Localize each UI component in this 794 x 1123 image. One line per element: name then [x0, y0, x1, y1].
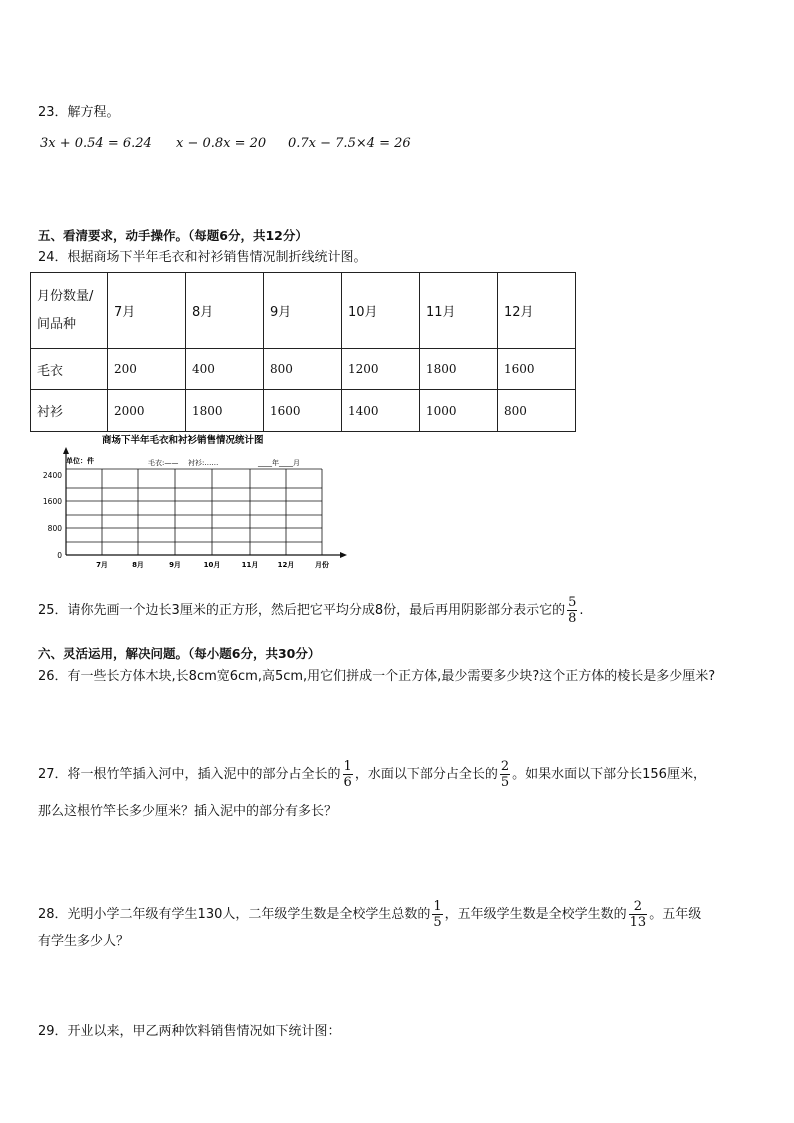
q27-text-part-1: 27．将一根竹竿插入河中，插入泥中的部分占全长的	[38, 767, 341, 782]
chart-grid	[66, 469, 322, 555]
q25-line	[38, 594, 584, 628]
equation-2: x − 0.8x = 20	[176, 136, 267, 151]
q27-text-part-2: ，水面以下部分占全长的	[354, 767, 498, 782]
q28-text-part-2: ，五年级学生数是全校学生数的	[444, 907, 627, 922]
table-row	[31, 349, 576, 390]
table-cell: 800	[498, 390, 576, 432]
chart-title: 商场下半年毛衣和衬衫销售情况统计图	[102, 435, 264, 446]
table-cell: 800	[264, 349, 342, 390]
q28-line-2: 有学生多少人？	[38, 934, 130, 949]
q28-text-part-1: 28．光明小学二年级有学生130人，二年级学生数是全校学生总数的	[38, 907, 431, 922]
blank-line-chart	[30, 432, 360, 572]
q29-text: 29．开业以来，甲乙两种饮料销售情况如下统计图：	[38, 1024, 341, 1039]
q26-text: 26．有一些长方体木块,长8cm宽6cm,高5cm,用它们拼成一个正方体,最少需要多少块?这个正方体的棱长是多少厘米?	[38, 669, 716, 684]
table-cell: 1600	[264, 390, 342, 432]
fraction-numerator: 5	[568, 595, 577, 610]
fraction-denominator: 6	[343, 775, 352, 790]
q28-text-part-3: 。五年级	[649, 907, 702, 922]
q25-text: 25．请你先画一个边长3厘米的正方形，然后把它平均分成8份，最后再用阴影部分表示它的	[38, 603, 566, 618]
q27-line-1	[38, 758, 706, 792]
x-tick-label: 10月	[203, 561, 221, 569]
month-header: 12月	[498, 273, 576, 349]
table-cell: 2000	[108, 390, 186, 432]
y-tick-label: 800	[47, 524, 62, 533]
table-cell: 1600	[498, 349, 576, 390]
table-cell: 1800	[186, 390, 264, 432]
table-cell: 1200	[342, 349, 420, 390]
header-corner-bottom: 间品种	[37, 316, 77, 332]
month-header: 10月	[342, 273, 420, 349]
fraction-numerator: 1	[433, 899, 442, 914]
x-tick-label: 11月	[241, 561, 259, 569]
q25-fraction	[567, 595, 577, 626]
month-header: 11月	[420, 273, 498, 349]
table-cell: 1000	[420, 390, 498, 432]
q28-fraction-1	[432, 899, 442, 930]
x-tick-label: 8月	[132, 561, 144, 569]
table-row	[31, 390, 576, 432]
month-header: 7月	[108, 273, 186, 349]
table-cell: 400	[186, 349, 264, 390]
q24-title: 24．根据商场下半年毛衣和衬衫销售情况制折线统计图。	[38, 250, 367, 265]
fraction-numerator: 2	[633, 899, 643, 914]
section-5-title: 五、看清要求，动手操作。（每题6分，共12分）	[38, 228, 308, 243]
equation-1: 3x + 0.54 = 6.24	[40, 136, 152, 151]
row-label-shirt: 衬衫	[31, 390, 108, 432]
q28-line-1	[38, 898, 701, 932]
fraction-denominator: 5	[500, 775, 510, 790]
month-header: 8月	[186, 273, 264, 349]
q23-title: 23．解方程。	[38, 105, 120, 120]
header-corner-top: 月份数量/	[37, 288, 94, 304]
q28-fraction-2	[629, 899, 648, 930]
y-tick-label: 1600	[42, 497, 62, 506]
chart-date-blank: ____年____月	[258, 459, 300, 467]
fraction-numerator: 1	[343, 759, 352, 774]
x-tick-label: 12月	[277, 561, 295, 569]
row-label-sweater: 毛衣	[31, 349, 108, 390]
table-cell: 1400	[342, 390, 420, 432]
fraction-numerator: 2	[500, 759, 510, 774]
month-header: 9月	[264, 273, 342, 349]
fraction-denominator: 8	[568, 611, 577, 626]
q27-line-2: 那么这根竹竿长多少厘米？插入泥中的部分有多长？	[38, 804, 338, 819]
fraction-denominator: 13	[629, 915, 647, 930]
fraction-denominator: 5	[433, 915, 442, 930]
q27-fraction-1	[343, 759, 353, 790]
q27-fraction-2	[500, 759, 510, 790]
x-tick-label: 7月	[96, 561, 108, 569]
table-cell: 1800	[420, 349, 498, 390]
y-tick-label: 0	[57, 551, 62, 560]
legend-shirt: 衬衫:……	[188, 459, 219, 467]
equation-3: 0.7x − 7.5×4 = 26	[288, 136, 411, 151]
x-tick-label: 9月	[169, 561, 181, 569]
header-corner-cell	[31, 273, 108, 349]
table-header-row	[31, 273, 576, 349]
q27-text-part-3: 。如果水面以下部分长156厘米，	[512, 767, 706, 782]
chart-unit: 单位：件	[66, 457, 94, 465]
legend-sweater: 毛衣:——	[148, 459, 179, 467]
section-6-title: 六、灵活运用，解决问题。（每小题6分，共30分）	[38, 646, 321, 661]
table-cell: 200	[108, 349, 186, 390]
y-tick-label: 2400	[42, 471, 62, 480]
q25-end: .	[579, 603, 584, 618]
sales-table	[30, 272, 576, 432]
x-axis-label: 月份	[315, 561, 329, 569]
